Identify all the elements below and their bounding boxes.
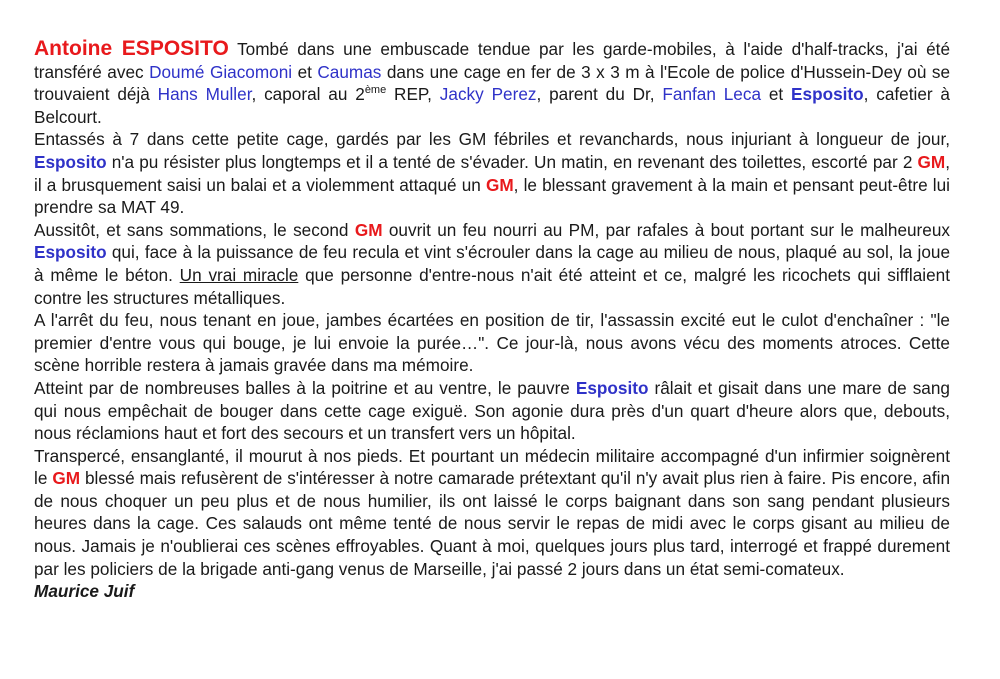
text-run: Transpercé, ensanglanté, il mourut à nos pieds. Et pourtant un médecin militaire accompagné d'un infirmier soignèrent le (34, 445, 950, 489)
person-name: Esposito (791, 84, 864, 105)
superscript: ème (364, 84, 387, 97)
person-name: Jacky Perez (439, 84, 537, 105)
article-body (34, 38, 950, 603)
signature-text: Maurice Juif (34, 581, 135, 602)
person-name: Hans Muller (157, 84, 252, 105)
paragraph (34, 128, 950, 218)
person-name: Esposito (575, 377, 649, 398)
paragraph (34, 219, 950, 309)
gm-mention: GM (52, 468, 81, 489)
text-run: dans une cage en fer de 3 x 3 m à l'Ecole de police d'Hussein-Dey où se trouvaient déjà (34, 61, 951, 105)
text-run: qui, face à la puissance de feu recula et vint s'écrouler dans la cage au milieu de nous, plaqué au sol, la joue à même le béton. (34, 242, 950, 285)
gm-mention: GM (917, 151, 946, 172)
text-run: , parent du Dr, (536, 84, 663, 105)
author-name: Antoine ESPOSITO (34, 37, 229, 60)
text-run: blessé mais refusèrent de s'intéresser à notre camarade prétextant qu'il n'y avait plus rien à faire. Pis encore, afin de nous choquer un peu plus et de nous humilier, ils ont laissé le corps baignant dans son sang pendant plusieurs heures dans la cage. Ces salauds ont même tenté de nous servir le repas de midi avec le corps gisant au milieu de nous. Jamais je n'oublierai ces scènes effroyables. Quant à moi, quelques jours plus tard, interrogé et frappé durement par les policiers de la brigade anti-gang venus de Marseille, j'ai passé 2 jours dans un état semi-comateux. (34, 468, 951, 579)
text-run: ouvrit un feu nourri au PM, par rafales à bout portant sur le malheureux (382, 219, 950, 240)
text-run: A l'arrêt du feu, nous tenant en joue, jambes écartées en position de tir, l'assassin excité eut le culot d'enchaîner : "le premier d'entre vous qui bouge, je lui envoie la purée…". Ce jour-là, nous avons vécu des moments atroces. Cette scène horrible restera à jamais gravée dans ma mémoire. (34, 310, 950, 376)
paragraph (34, 309, 950, 377)
text-run: , le blessant gravement à la main et pensant peut-être lui prendre sa MAT 49. (34, 174, 950, 218)
text-run: que personne d'entre-nous n'ait été atteint et ce, malgré les ricochets qui sifflaient contre les structures métalliques. (34, 264, 950, 308)
underlined-phrase: Un vrai miracle (179, 264, 299, 285)
person-name: Fanfan Leca (662, 84, 762, 105)
text-run: Entassés à 7 dans cette petite cage, gardés par les GM fébriles et revanchards, nous injuriant à longueur de jour, (34, 129, 950, 150)
paragraph (34, 377, 950, 445)
gm-mention: GM (485, 174, 514, 195)
person-name: Caumas (317, 61, 382, 82)
signature (34, 580, 950, 603)
paragraph (34, 445, 950, 581)
paragraph (34, 38, 950, 128)
gm-mention: GM (354, 219, 383, 240)
text-run: et (292, 61, 318, 82)
text-run: Atteint par de nombreuses balles à la poitrine et au ventre, le pauvre (34, 377, 576, 398)
text-run: râlait et gisait dans une mare de sang qui nous empêchait de bouger dans cette cage exiguë. Son agonie dura près d'un quart d'heure alors que, debouts, nous réclamions haut et fort des secours et un transfert vers un hôpital. (34, 377, 950, 444)
person-name: Esposito (34, 151, 107, 172)
text-run: Aussitôt, et sans sommations, le second (34, 219, 355, 240)
text-run: , cafetier à Belcourt. (34, 84, 950, 127)
text-run: et (761, 84, 792, 105)
text-run: n'a pu résister plus longtemps et il a tenté de s'évader. Un matin, en revenant des toilettes, escorté par 2 (106, 151, 918, 172)
text-run: , caporal au 2 (251, 84, 365, 105)
text-run: , il a brusquement saisi un balai et a violemment attaqué un (34, 151, 950, 195)
text-run: REP, (386, 84, 440, 105)
person-name: Doumé Giacomoni (149, 61, 293, 82)
person-name: Esposito (34, 242, 107, 263)
testimony-paragraphs (34, 38, 950, 580)
text-run: Tombé dans une embuscade tendue par les garde-mobiles, à l'aide d'half-tracks, j'ai été transféré avec (34, 39, 951, 82)
